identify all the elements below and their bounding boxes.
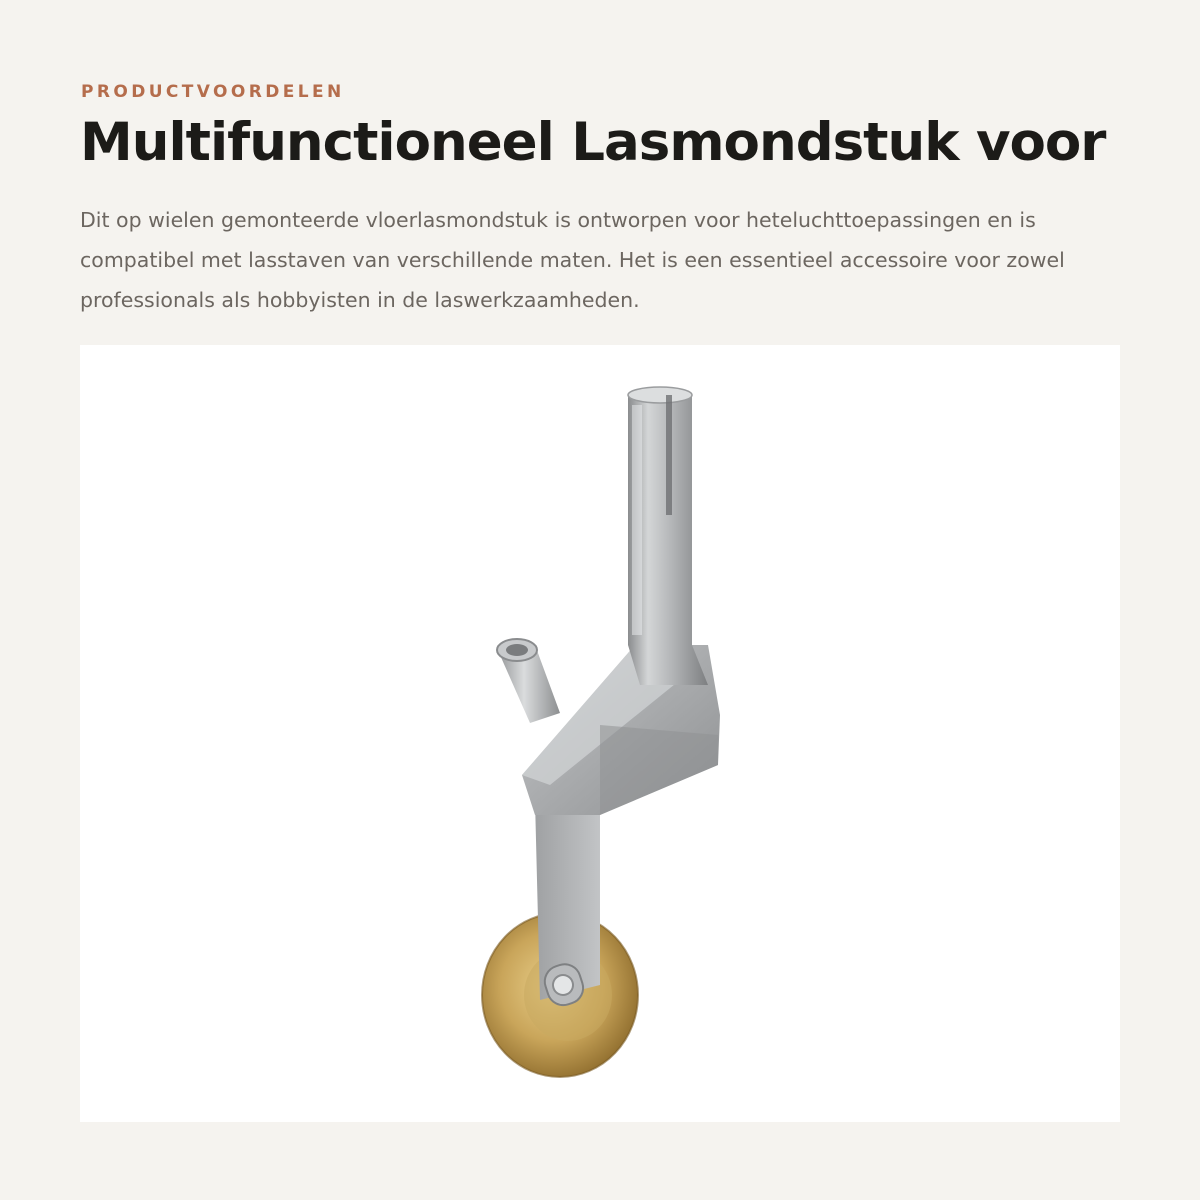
product-image-panel (80, 345, 1120, 1122)
welding-nozzle-with-wheel-icon (80, 345, 1120, 1122)
section-description: Dit op wielen gemonteerde vloerlasmondstuk is ontworpen voor heteluchttoepassingen en is compatibel met lasstaven van verschillende maten. Het is een essentieel accessoire voor zowel professionals als hobbyisten in de laswerkzaamheden. (80, 208, 1065, 312)
section-title: Multifunctioneel Lasmondstuk voor (80, 112, 1106, 173)
section-eyebrow: PRODUCTVOORDELEN (81, 82, 345, 102)
